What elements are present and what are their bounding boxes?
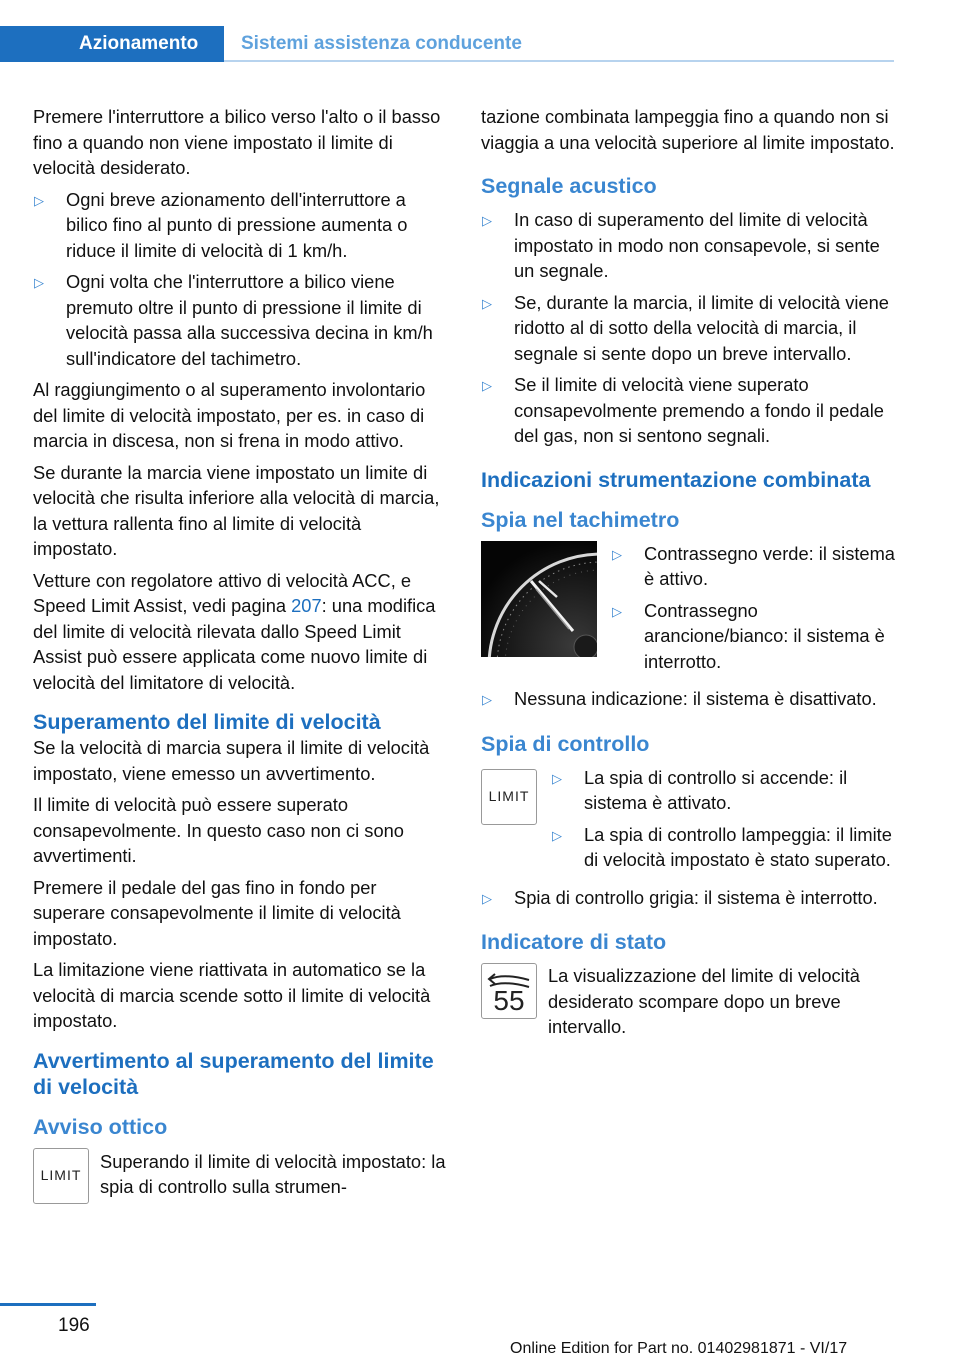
- triangle-bullet-icon: ▷: [482, 213, 492, 228]
- bullet-text: Se, durante la marcia, il limite di velocità viene ridotto al di sotto della velocità di marcia, il segnale si sente dopo un breve intervallo.: [514, 291, 889, 364]
- paragraph: Il limite di velocità può essere superato consapevolmente. In questo caso non ci sono avvertimenti.: [33, 794, 404, 866]
- subsection-tab[interactable]: Sistemi assistenza conducente: [241, 33, 522, 54]
- figure: [33, 1148, 89, 1206]
- bullet-item: [551, 822, 897, 873]
- triangle-bullet-icon: ▷: [482, 692, 492, 707]
- triangle-bullet-icon: ▷: [34, 192, 44, 208]
- limit-label: LIMIT: [488, 787, 530, 804]
- triangle-bullet-icon: ▷: [552, 827, 562, 843]
- right-column: [481, 104, 897, 1052]
- figure: [481, 765, 537, 879]
- triangle-bullet-icon: ▷: [552, 770, 562, 786]
- bullet-item: [611, 541, 897, 592]
- figure-row: [33, 1148, 449, 1206]
- bullet-item: [481, 372, 897, 449]
- left-column: [33, 104, 449, 1212]
- paragraph-text: Vetture con regolatore attivo di velocità ACC, e Speed Limit Assist, vedi pagina: [33, 569, 412, 616]
- paragraph: Se durante la marcia viene impostato un limite di velocità che risulta inferiore alla velocità di marcia, la vettura rallenta fino al limite di velocità impostato.: [33, 461, 440, 559]
- paragraph: La visualizzazione del limite di velocità desiderato scompare dopo un breve intervallo.: [548, 965, 860, 1037]
- bullet-text: Contrassegno arancione/bianco: il sistema è interrotto.: [644, 599, 885, 672]
- speed-limit-status-icon: [481, 963, 537, 1019]
- bullet-item: [481, 686, 897, 713]
- figure: [481, 541, 597, 681]
- bullet-text: La spia di controllo lampeggia: il limite di velocità impostato è stato superato.: [584, 823, 892, 870]
- section-heading: Avvertimento al superamento del limite di velocità: [33, 1048, 434, 1099]
- header-divider: [224, 60, 894, 62]
- bullet-item: [481, 290, 897, 367]
- paragraph: Al raggiungimento o al superamento involontario del limite di velocità impostato, per es. in caso di marcia in discesa, non si frena in modo attivo.: [33, 379, 426, 451]
- speedometer-dial-icon: [481, 541, 597, 657]
- edition-note: Online Edition for Part no. 01402981871 - VI/17: [510, 1340, 848, 1357]
- subsection-heading: Segnale acustico: [481, 174, 657, 198]
- footer-divider: [0, 1303, 96, 1306]
- triangle-bullet-icon: ▷: [482, 378, 492, 393]
- page-number: 196: [58, 1315, 90, 1336]
- speedometer-image: [481, 541, 597, 657]
- figure-row: [481, 963, 897, 1046]
- bullet-text: In caso di superamento del limite di velocità impostato in modo non consapevole, si sente un segnale.: [514, 209, 880, 281]
- bullet-item: [33, 187, 449, 264]
- paragraph: Premere l'interruttore a bilico verso l'alto o il basso fino a quando non viene impostato il limite di velocità desiderato.: [33, 106, 441, 178]
- bullet-item: [33, 269, 449, 371]
- paragraph-text: : una modifica del limite di velocità rilevata dallo Speed Limit Assist può essere applicata come nuovo limite di velocità del limitatore di velocità.: [33, 595, 436, 693]
- bullet-text: Contrassegno verde: il sistema è attivo.: [644, 542, 895, 589]
- page-reference-link[interactable]: 207: [291, 595, 322, 616]
- status-speed-number: 55: [493, 985, 525, 1016]
- limit-label: LIMIT: [40, 1166, 82, 1183]
- bullet-text: Spia di controllo grigia: il sistema è interrotto.: [514, 886, 878, 908]
- section-tab[interactable]: Azionamento: [0, 26, 224, 62]
- paragraph: Se la velocità di marcia supera il limite di velocità impostato, viene emesso un avvertimento.: [33, 737, 430, 784]
- triangle-bullet-icon: ▷: [612, 603, 622, 619]
- page-header: [0, 26, 960, 62]
- bullet-text: La spia di controllo si accende: il sistema è attivato.: [584, 766, 848, 813]
- paragraph: Premere il pedale del gas fino in fondo per superare consapevolmente il limite di velocità impostato.: [33, 876, 401, 949]
- section-heading: Superamento del limite di velocità: [33, 710, 381, 734]
- bullet-item: [481, 885, 897, 912]
- page-footer: [0, 1303, 960, 1362]
- bullet-item: [611, 598, 897, 675]
- limit-indicator-icon: [481, 769, 537, 825]
- paragraph: [33, 568, 449, 696]
- subsection-heading: Spia nel tachimetro: [481, 507, 680, 532]
- triangle-bullet-icon: ▷: [482, 295, 492, 311]
- paragraph: La limitazione viene riattivata in automatico se la velocità di marcia scende sotto il limite di velocità impostato.: [33, 959, 431, 1031]
- triangle-bullet-icon: ▷: [482, 890, 492, 906]
- paragraph: tazione combinata lampeggia fino a quando non si viaggia a una velocità superiore al limite impostato.: [481, 106, 895, 153]
- bullet-text: Se il limite di velocità viene superato consapevolmente premendo a fondo il pedale del gas, non si sentono segnali.: [514, 374, 884, 446]
- triangle-bullet-icon: ▷: [34, 275, 44, 290]
- section-heading: Indicazioni strumentazione combinata: [481, 467, 871, 492]
- bullet-text: Nessuna indicazione: il sistema è disattivato.: [514, 688, 877, 709]
- paragraph: Superando il limite di velocità impostato: la spia di controllo sulla strumen-: [100, 1150, 446, 1197]
- subsection-heading: Indicatore di stato: [481, 930, 667, 954]
- bullet-text: Ogni breve azionamento dell'interruttore a bilico fino al punto di pressione aumenta o riduce il limite di velocità di 1 km/h.: [66, 188, 408, 261]
- limit-indicator-icon: [33, 1148, 89, 1204]
- bullet-item: [551, 765, 897, 816]
- bullet-item: [481, 207, 897, 284]
- figure-row: [481, 541, 897, 681]
- figure: [481, 963, 537, 1046]
- figure-row: [481, 765, 897, 879]
- triangle-bullet-icon: ▷: [612, 546, 622, 562]
- subsection-heading: Spia di controllo: [481, 731, 650, 756]
- subsection-heading: Avviso ottico: [33, 1114, 168, 1139]
- bullet-text: Ogni volta che l'interruttore a bilico viene premuto oltre il punto di pressione il limite di velocità passa alla successiva decina in km/h sull'indicatore del tachimetro.: [66, 271, 433, 369]
